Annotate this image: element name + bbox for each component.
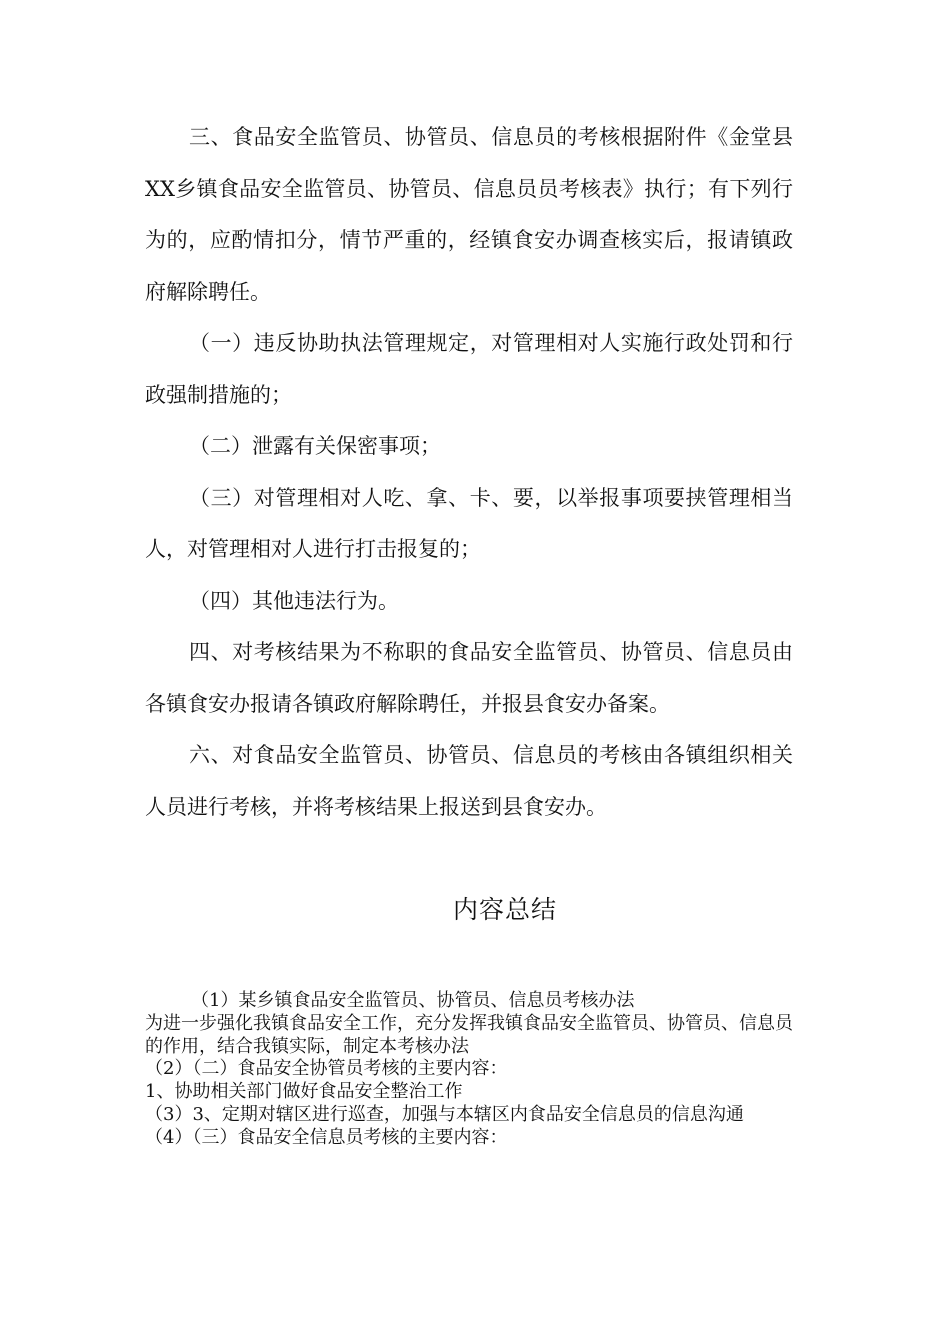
summary-line: （2）（二）食品安全协管员考核的主要内容：: [145, 1058, 508, 1080]
summary-line: （3）3、定期对辖区进行巡查，加强与本辖区内食品安全信息员的信息沟通: [145, 1103, 744, 1125]
body-text: [145, 112, 793, 833]
paragraph-unqualified: 四、对考核结果为不称职的食品安全监管员、协管员、信息员由各镇食安办报请各镇政府解除聘任，并报县食安办备案。: [145, 640, 793, 716]
paragraph-item-3: （三）对管理相对人吃、拿、卡、要，以举报事项要挟管理相当人，对管理相对人进行打击报复的；: [145, 485, 793, 561]
summary-title: 内容总结: [452, 895, 557, 924]
paragraph-organization: 六、对食品安全监管员、协管员、信息员的考核由各镇组织相关人员进行考核，并将考核结果上报送到县食安办。: [145, 743, 793, 819]
summary-line: （1）某乡镇食品安全监管员、协管员、信息员考核办法: [191, 990, 635, 1011]
paragraph-item-1: （一）违反协助执法管理规定，对管理相对人实施行政处罚和行政强制措施的；: [145, 331, 793, 407]
summary-section: [145, 990, 793, 1150]
summary-line: （4）（三）食品安全信息员考核的主要内容：: [145, 1126, 508, 1148]
paragraph-assessment-basis: 三、食品安全监管员、协管员、信息员的考核根据附件《金堂县XX乡镇食品安全监管员、协管员、信息员员考核表》执行；有下列行为的，应酌情扣分，情节严重的，经镇食安办调查核实后，报请镇政府解除聘任。: [145, 125, 793, 304]
paragraph-item-4: （四）其他违法行为。: [189, 588, 399, 613]
summary-line: 为进一步强化我镇食品安全工作，充分发挥我镇食品安全监管员、协管员、信息员的作用，结合我镇实际，制定本考核办法: [145, 1012, 793, 1057]
paragraph-item-2: （二）泄露有关保密事项；: [189, 434, 441, 458]
summary-line: 1、协助相关部门做好食品安全整治工作: [145, 1081, 463, 1103]
